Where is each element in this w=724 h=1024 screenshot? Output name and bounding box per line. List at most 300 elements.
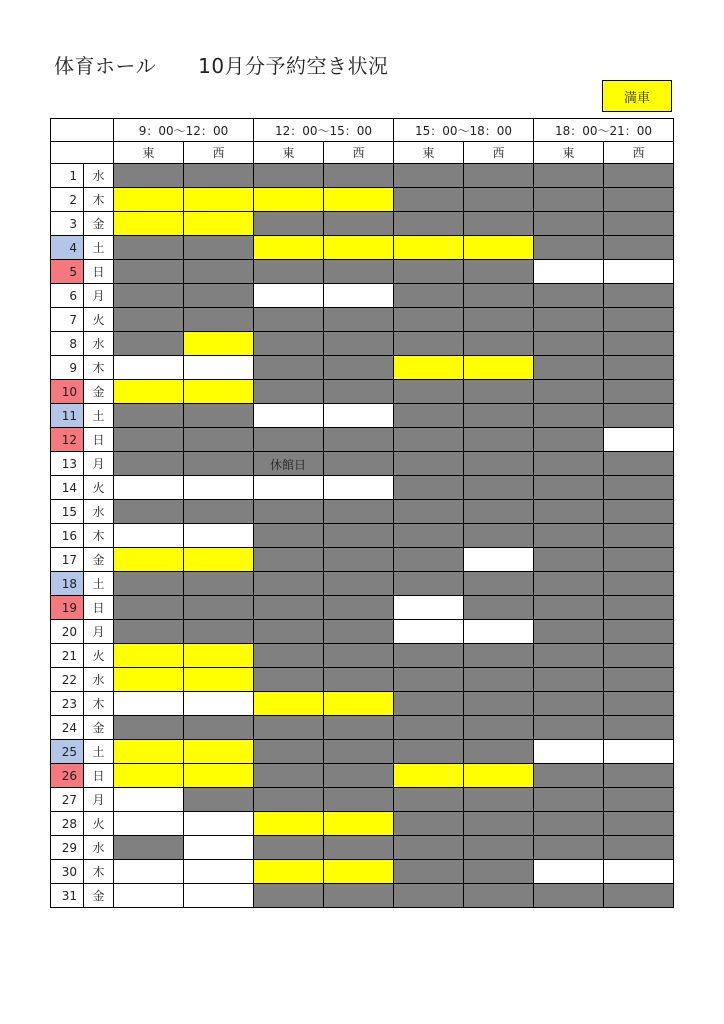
slot-cell — [534, 716, 604, 740]
slot-cell — [114, 692, 184, 716]
slot-cell — [184, 236, 254, 260]
day-number: 10 — [51, 380, 84, 404]
slot-cell — [254, 500, 324, 524]
day-of-week: 土 — [84, 572, 114, 596]
slot-cell — [114, 836, 184, 860]
slot-cell — [254, 524, 324, 548]
slot-cell — [394, 212, 464, 236]
slot-cell — [184, 788, 254, 812]
day-number: 14 — [51, 476, 84, 500]
day-of-week: 土 — [84, 236, 114, 260]
day-of-week: 木 — [84, 356, 114, 380]
slot-cell — [254, 260, 324, 284]
side-header-east: 東 — [114, 142, 184, 164]
slot-cell — [604, 836, 674, 860]
day-of-week: 火 — [84, 644, 114, 668]
day-number: 25 — [51, 740, 84, 764]
slot-cell — [534, 164, 604, 188]
slot-cell — [534, 332, 604, 356]
slot-cell — [604, 452, 674, 476]
day-of-week: 月 — [84, 620, 114, 644]
slot-cell — [184, 668, 254, 692]
day-number: 20 — [51, 620, 84, 644]
table-row — [51, 332, 674, 356]
slot-cell — [464, 596, 534, 620]
slot-cell — [464, 692, 534, 716]
table-row — [51, 164, 674, 188]
table-row — [51, 692, 674, 716]
slot-cell — [184, 884, 254, 908]
slot-cell — [604, 740, 674, 764]
slot-cell — [464, 188, 534, 212]
slot-cell — [324, 476, 394, 500]
slot-cell — [534, 260, 604, 284]
day-number: 27 — [51, 788, 84, 812]
slot-cell — [534, 404, 604, 428]
slot-cell — [394, 644, 464, 668]
slot-cell — [254, 356, 324, 380]
slot-cell — [324, 764, 394, 788]
day-of-week: 日 — [84, 428, 114, 452]
slot-cell — [394, 668, 464, 692]
slot-cell — [254, 236, 324, 260]
slot-cell — [464, 764, 534, 788]
day-number: 17 — [51, 548, 84, 572]
slot-cell — [324, 380, 394, 404]
table-row — [51, 188, 674, 212]
slot-cell — [184, 164, 254, 188]
slot-cell — [394, 164, 464, 188]
slot-cell — [464, 428, 534, 452]
slot-cell — [534, 668, 604, 692]
day-number: 1 — [51, 164, 84, 188]
table-row — [51, 236, 674, 260]
side-header-west: 西 — [464, 142, 534, 164]
side-header-row — [51, 142, 674, 164]
slot-cell — [464, 716, 534, 740]
slot-cell — [464, 524, 534, 548]
table-row — [51, 476, 674, 500]
slot-cell — [324, 428, 394, 452]
day-number: 29 — [51, 836, 84, 860]
day-of-week: 月 — [84, 452, 114, 476]
table-row — [51, 212, 674, 236]
slot-cell — [394, 500, 464, 524]
slot-cell — [394, 692, 464, 716]
slot-cell — [394, 620, 464, 644]
slot-cell — [604, 788, 674, 812]
day-of-week: 水 — [84, 500, 114, 524]
slot-cell — [184, 596, 254, 620]
slot-cell — [394, 308, 464, 332]
slot-cell — [184, 644, 254, 668]
slot-cell — [324, 500, 394, 524]
facility-name: 体育ホール — [54, 54, 157, 78]
slot-cell — [534, 644, 604, 668]
slot-cell — [114, 284, 184, 308]
slot-cell — [464, 404, 534, 428]
day-number: 16 — [51, 524, 84, 548]
slot-cell — [114, 332, 184, 356]
slot-cell — [184, 500, 254, 524]
slot-cell — [324, 260, 394, 284]
slot-cell — [324, 404, 394, 428]
slot-cell — [604, 356, 674, 380]
table-row — [51, 404, 674, 428]
slot-cell — [604, 692, 674, 716]
slot-cell — [464, 284, 534, 308]
slot-cell — [254, 716, 324, 740]
slot-cell — [534, 236, 604, 260]
day-of-week: 金 — [84, 212, 114, 236]
slot-cell — [184, 548, 254, 572]
side-header-west: 西 — [604, 142, 674, 164]
slot-cell — [324, 620, 394, 644]
slot-cell — [394, 524, 464, 548]
table-row — [51, 836, 674, 860]
slot-cell — [114, 356, 184, 380]
slot-cell — [254, 188, 324, 212]
slot-cell — [114, 644, 184, 668]
slot-cell — [324, 212, 394, 236]
day-number: 22 — [51, 668, 84, 692]
side-header-east: 東 — [254, 142, 324, 164]
day-of-week: 水 — [84, 668, 114, 692]
slot-cell — [394, 884, 464, 908]
table-row — [51, 548, 674, 572]
slot-cell — [114, 404, 184, 428]
slot-cell — [464, 500, 534, 524]
slot-cell — [394, 788, 464, 812]
day-number: 31 — [51, 884, 84, 908]
slot-cell — [114, 452, 184, 476]
month-heading: 10月分予約空き状況 — [198, 54, 389, 78]
slot-cell — [254, 668, 324, 692]
slot-cell — [114, 860, 184, 884]
slot-cell — [324, 668, 394, 692]
slot-cell — [184, 356, 254, 380]
slot-cell — [114, 668, 184, 692]
slot-cell — [184, 740, 254, 764]
slot-cell — [604, 524, 674, 548]
day-of-week: 日 — [84, 260, 114, 284]
slot-cell — [324, 356, 394, 380]
table-row — [51, 740, 674, 764]
slot-cell — [184, 380, 254, 404]
slot-cell — [254, 548, 324, 572]
time-slot-header: 15：00〜18：00 — [394, 119, 534, 142]
day-number: 6 — [51, 284, 84, 308]
slot-cell — [324, 524, 394, 548]
slot-cell — [394, 404, 464, 428]
slot-cell — [254, 764, 324, 788]
table-row — [51, 788, 674, 812]
slot-cell — [184, 716, 254, 740]
table-row — [51, 596, 674, 620]
slot-cell — [464, 452, 534, 476]
table-row — [51, 308, 674, 332]
slot-cell — [184, 284, 254, 308]
time-slot-header-row — [51, 119, 674, 142]
day-of-week: 火 — [84, 476, 114, 500]
slot-cell — [114, 260, 184, 284]
day-number: 19 — [51, 596, 84, 620]
day-of-week: 火 — [84, 812, 114, 836]
slot-cell — [254, 404, 324, 428]
side-header-east: 東 — [394, 142, 464, 164]
table-row — [51, 452, 674, 476]
slot-cell — [324, 164, 394, 188]
day-of-week: 月 — [84, 284, 114, 308]
header-corner — [51, 142, 114, 164]
slot-cell — [534, 308, 604, 332]
slot-cell — [394, 356, 464, 380]
slot-cell — [604, 812, 674, 836]
day-of-week: 火 — [84, 308, 114, 332]
table-row — [51, 428, 674, 452]
legend-full-badge: 満車 — [602, 80, 672, 112]
slot-cell — [394, 236, 464, 260]
table-row — [51, 644, 674, 668]
table-row — [51, 284, 674, 308]
table-row — [51, 884, 674, 908]
slot-cell — [114, 548, 184, 572]
slot-cell — [534, 836, 604, 860]
slot-cell — [324, 308, 394, 332]
slot-cell — [254, 380, 324, 404]
slot-cell — [604, 884, 674, 908]
slot-cell — [534, 380, 604, 404]
slot-cell — [534, 548, 604, 572]
day-number: 18 — [51, 572, 84, 596]
slot-cell — [114, 788, 184, 812]
slot-cell — [464, 860, 534, 884]
slot-cell — [114, 596, 184, 620]
day-of-week: 水 — [84, 836, 114, 860]
slot-cell — [394, 476, 464, 500]
day-number: 15 — [51, 500, 84, 524]
slot-cell — [464, 260, 534, 284]
slot-cell — [534, 788, 604, 812]
time-slot-header: 18：00〜21：00 — [534, 119, 674, 142]
slot-cell — [604, 308, 674, 332]
slot-cell — [464, 836, 534, 860]
slot-cell — [254, 452, 324, 476]
slot-cell — [604, 620, 674, 644]
slot-cell — [464, 164, 534, 188]
slot-cell — [324, 788, 394, 812]
day-number: 7 — [51, 308, 84, 332]
day-number: 4 — [51, 236, 84, 260]
day-of-week: 月 — [84, 788, 114, 812]
day-number: 21 — [51, 644, 84, 668]
slot-cell — [534, 284, 604, 308]
slot-cell — [114, 524, 184, 548]
slot-cell — [254, 308, 324, 332]
slot-cell — [324, 236, 394, 260]
slot-cell — [184, 692, 254, 716]
slot-cell — [394, 380, 464, 404]
time-slot-header: 9：00〜12：00 — [114, 119, 254, 142]
slot-cell — [184, 452, 254, 476]
day-of-week: 金 — [84, 884, 114, 908]
slot-cell — [324, 452, 394, 476]
slot-cell — [604, 380, 674, 404]
slot-cell — [114, 500, 184, 524]
page-title — [54, 50, 389, 79]
slot-cell — [464, 812, 534, 836]
slot-cell — [394, 428, 464, 452]
slot-cell — [534, 860, 604, 884]
side-header-west: 西 — [184, 142, 254, 164]
day-number: 13 — [51, 452, 84, 476]
day-of-week: 木 — [84, 188, 114, 212]
day-of-week: 金 — [84, 716, 114, 740]
slot-cell — [534, 764, 604, 788]
slot-cell — [604, 572, 674, 596]
table-row — [51, 356, 674, 380]
slot-cell — [324, 692, 394, 716]
slot-cell — [184, 620, 254, 644]
slot-cell — [534, 212, 604, 236]
slot-cell — [534, 572, 604, 596]
slot-cell — [394, 764, 464, 788]
slot-cell — [604, 212, 674, 236]
slot-cell — [324, 596, 394, 620]
slot-cell — [604, 476, 674, 500]
table-row — [51, 860, 674, 884]
slot-cell — [394, 812, 464, 836]
day-of-week: 水 — [84, 164, 114, 188]
availability-table — [50, 118, 674, 908]
day-of-week: 金 — [84, 380, 114, 404]
slot-cell — [534, 812, 604, 836]
slot-cell — [534, 620, 604, 644]
slot-cell — [464, 644, 534, 668]
slot-cell — [604, 260, 674, 284]
slot-cell — [254, 212, 324, 236]
table-row — [51, 572, 674, 596]
time-slot-header: 12：00〜15：00 — [254, 119, 394, 142]
slot-cell — [184, 188, 254, 212]
slot-cell — [394, 572, 464, 596]
day-rows — [51, 164, 674, 908]
slot-cell — [184, 428, 254, 452]
slot-cell — [324, 572, 394, 596]
slot-cell — [464, 572, 534, 596]
slot-cell — [114, 884, 184, 908]
slot-cell — [604, 644, 674, 668]
slot-cell — [604, 596, 674, 620]
slot-cell — [324, 716, 394, 740]
slot-cell — [534, 740, 604, 764]
slot-cell — [394, 716, 464, 740]
side-header-east: 東 — [534, 142, 604, 164]
slot-cell — [114, 476, 184, 500]
slot-cell — [254, 332, 324, 356]
slot-cell — [604, 764, 674, 788]
slot-cell — [254, 788, 324, 812]
slot-cell — [324, 740, 394, 764]
table-row — [51, 380, 674, 404]
table-row — [51, 668, 674, 692]
slot-cell — [394, 548, 464, 572]
day-of-week: 水 — [84, 332, 114, 356]
slot-cell — [464, 332, 534, 356]
day-of-week: 木 — [84, 692, 114, 716]
table-row — [51, 524, 674, 548]
slot-cell — [534, 476, 604, 500]
slot-cell — [604, 236, 674, 260]
slot-cell — [464, 380, 534, 404]
slot-cell — [534, 500, 604, 524]
slot-cell — [604, 188, 674, 212]
slot-cell — [534, 188, 604, 212]
day-number: 9 — [51, 356, 84, 380]
slot-cell — [114, 572, 184, 596]
day-number: 3 — [51, 212, 84, 236]
slot-cell — [114, 740, 184, 764]
slot-cell — [114, 212, 184, 236]
day-number: 28 — [51, 812, 84, 836]
slot-cell — [184, 812, 254, 836]
slot-cell — [604, 500, 674, 524]
slot-cell — [604, 716, 674, 740]
slot-cell — [254, 620, 324, 644]
day-number: 30 — [51, 860, 84, 884]
slot-cell — [464, 620, 534, 644]
day-of-week: 木 — [84, 524, 114, 548]
slot-cell — [534, 692, 604, 716]
slot-cell — [254, 164, 324, 188]
slot-cell — [114, 812, 184, 836]
slot-cell — [184, 332, 254, 356]
table-row — [51, 716, 674, 740]
table-row — [51, 260, 674, 284]
slot-cell — [254, 572, 324, 596]
slot-cell — [394, 860, 464, 884]
slot-cell — [324, 836, 394, 860]
slot-cell — [604, 404, 674, 428]
slot-cell — [394, 332, 464, 356]
day-number: 23 — [51, 692, 84, 716]
slot-cell — [254, 740, 324, 764]
slot-cell — [184, 260, 254, 284]
day-of-week: 日 — [84, 596, 114, 620]
slot-cell — [464, 476, 534, 500]
slot-cell — [394, 260, 464, 284]
slot-cell — [464, 740, 534, 764]
slot-cell — [464, 236, 534, 260]
slot-cell — [184, 572, 254, 596]
day-of-week: 日 — [84, 764, 114, 788]
slot-cell — [464, 212, 534, 236]
slot-cell — [534, 452, 604, 476]
slot-cell — [254, 644, 324, 668]
slot-cell — [114, 308, 184, 332]
slot-cell — [254, 692, 324, 716]
slot-cell — [114, 716, 184, 740]
slot-cell — [254, 284, 324, 308]
slot-cell — [464, 668, 534, 692]
slot-cell — [604, 332, 674, 356]
slot-cell — [324, 548, 394, 572]
slot-cell — [114, 236, 184, 260]
slot-cell — [114, 164, 184, 188]
slot-cell — [394, 188, 464, 212]
table-row — [51, 812, 674, 836]
slot-cell — [464, 308, 534, 332]
